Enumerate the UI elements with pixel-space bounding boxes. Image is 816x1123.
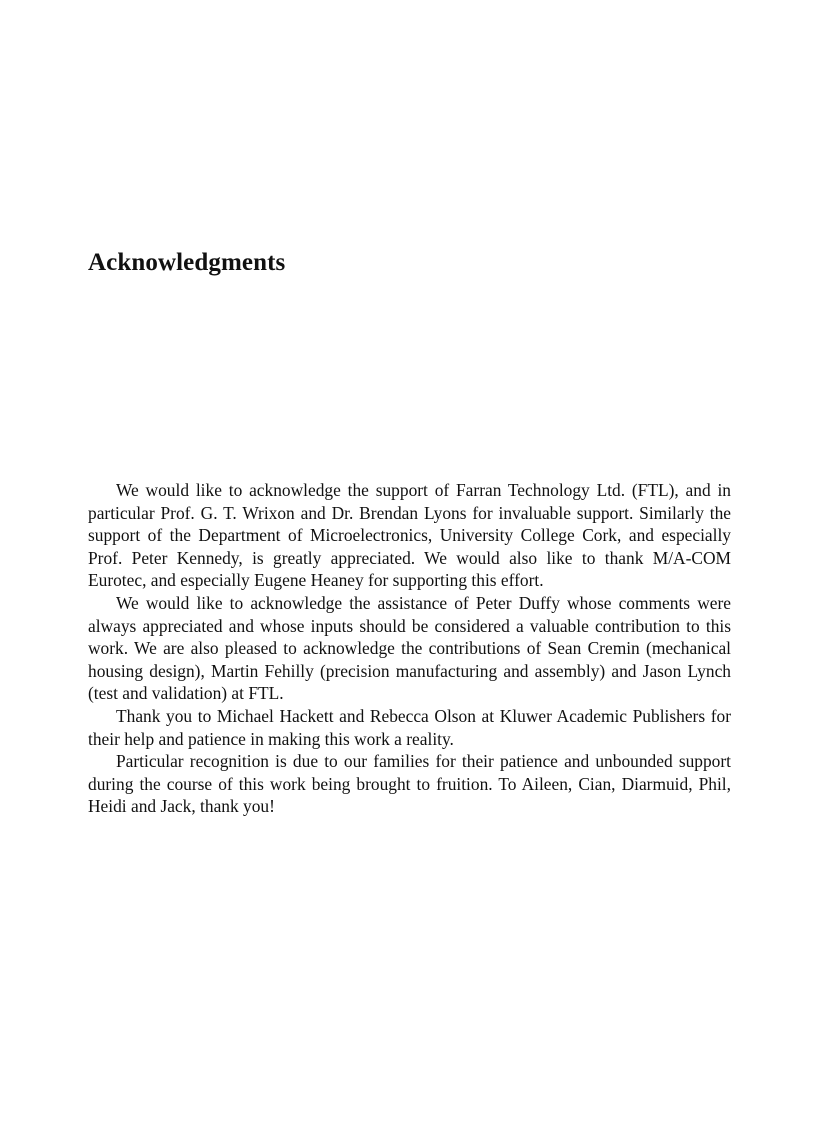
paragraph-sponsors: We would like to acknowledge the support of Farran Technology Ltd. (FTL), and in particular Prof. G. T. Wrixon and Dr. Brendan Lyons for invaluable support. Similarly the support of the Department of Microelectronics, University College Cork, and especially Prof. Peter Kennedy, is greatly appreciated. We would also like to thank M/A-COM Eurotec, and especially Eugene Heaney for supporting this effort. <box>88 480 731 591</box>
page-title: Acknowledgments <box>88 249 286 276</box>
acknowledgments-body <box>88 479 731 818</box>
paragraph-publishers: Thank you to Michael Hackett and Rebecca Olson at Kluwer Academic Publishers for their help and patience in making this work a reality. <box>88 705 731 749</box>
paragraph-families: Particular recognition is due to our families for their patience and unbounded support during the course of this work being brought to fruition. To Aileen, Cian, Diarmuid, Phil, Heidi and Jack, thank you! <box>88 751 731 817</box>
paragraph-contributors: We would like to acknowledge the assistance of Peter Duffy whose comments were always appreciated and whose inputs should be considered a valuable contribution to this work. We are also pleased to acknowledge the contributions of Sean Cremin (mechanical housing design), Martin Fehilly (precision manufacturing and assembly) and Jason Lynch (test and validation) at FTL. <box>88 592 731 704</box>
